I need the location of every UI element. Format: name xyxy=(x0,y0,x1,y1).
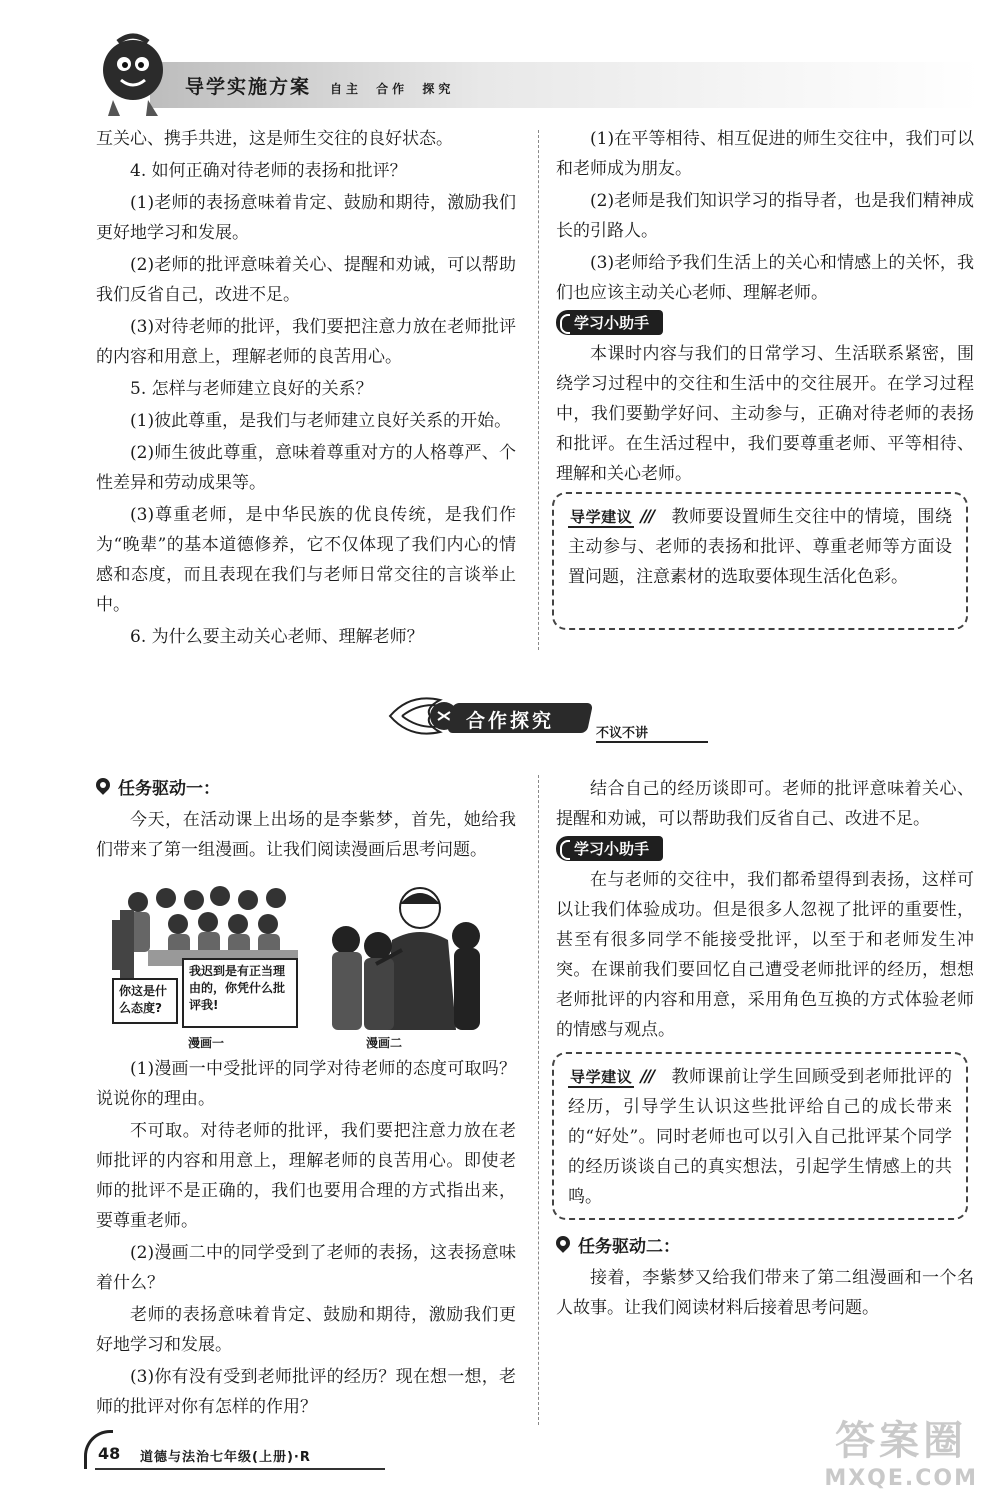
paragraph: (1)彼此尊重，是我们与老师建立良好关系的开始。 xyxy=(130,411,512,431)
question-heading: 4. 如何正确对待老师的表扬和批评？ xyxy=(130,161,407,181)
guide-suggestion-box xyxy=(552,1052,968,1220)
task-text: 接着，李紫梦又给我们带来了第二组漫画和一个名人故事。让我们阅读材料后接着思考问题。 xyxy=(556,1268,974,1318)
paragraph: (2)老师的批评意味着关心、提醒和劝诫，可以帮助我们反省自己，改进不足。 xyxy=(96,255,516,305)
paragraph: (3)对待老师的批评，我们要把注意力放在老师批评的内容和用意上，理解老师的良苦用心。 xyxy=(96,317,516,367)
answer: 老师的表扬意味着肯定、鼓励和期待，激励我们更好地学习和发展。 xyxy=(96,1305,516,1355)
comic-illustration xyxy=(108,880,498,1055)
bottom-left-column-continued xyxy=(96,1054,516,1424)
paragraph: (1)老师的表扬意味着肯定、鼓励和期待，激励我们更好地学习和发展。 xyxy=(96,193,516,243)
paragraph: (2)老师是我们知识学习的指导者，也是我们精神成长的引路人。 xyxy=(556,191,974,241)
top-left-column xyxy=(96,124,516,654)
answer: 不可取。对待老师的批评，我们要把注意力放在老师批评的内容和用意上，理解老师的良苦用心。即使老师的批评不是正确的，我们也要用合理的方式指出来，要尊重老师。 xyxy=(96,1121,516,1231)
comic-caption-two: 漫画二 xyxy=(366,1036,403,1050)
question-heading: 6. 为什么要主动关心老师、理解老师？ xyxy=(130,627,424,647)
column-divider xyxy=(538,130,540,650)
comic-scene-two-image xyxy=(316,880,496,1030)
answer: 结合自己的经历谈即可。老师的批评意味着关心、提醒和劝诫，可以帮助我们反省自己、改进不足。 xyxy=(556,779,974,829)
guide-text: 教师课前让学生回顾受到老师批评的经历，引导学生认识这些批评给自己的成长带来的“好处”。同时老师也可以引入自己批评某个同学的经历谈谈自己的真实想法，引起学生情感上的共鸣。 xyxy=(568,1067,952,1207)
comic-caption-one: 漫画一 xyxy=(188,1036,225,1050)
mascot-logo-icon xyxy=(88,30,178,120)
task-title-two: 任务驱动二： xyxy=(578,1237,680,1257)
slash-decoration-icon: /// xyxy=(640,507,653,527)
paragraph: (1)在平等相待、相互促进的师生交往中，我们可以和老师成为朋友。 xyxy=(556,129,974,179)
location-pin-icon xyxy=(556,1236,570,1254)
guide-label: 导学建议 xyxy=(570,508,633,526)
section-banner-subtitle: 不议不讲 xyxy=(596,722,708,743)
question: (2)漫画二中的同学受到了老师的表扬，这表扬意味着什么？ xyxy=(96,1243,516,1293)
watermark xyxy=(824,1409,978,1491)
paragraph: 互关心、携手共进，这是师生交往的良好状态。 xyxy=(96,129,453,149)
book-title: 道德与法治七年级(上册)·R xyxy=(140,1450,311,1465)
task-two-section xyxy=(556,1232,974,1325)
footer-rule xyxy=(95,1468,385,1470)
paragraph: (3)尊重老师，是中华民族的优良传统，是我们作为“晚辈”的基本道德修养，它不仅体现了我们内心的情感和态度，而且表现在我们与老师日常交往的言谈举止中。 xyxy=(96,505,516,615)
comic-speech-bubble: 我迟到是有正当理由的，你凭什么批评我! xyxy=(182,958,298,1028)
guide-suggestion-box xyxy=(552,492,968,630)
top-right-column xyxy=(556,124,974,491)
comic-speech-bubble: 你这是什么态度? xyxy=(112,978,178,1024)
page-number: 48 xyxy=(98,1444,121,1463)
study-helper-tag: 学习小助手 xyxy=(556,836,663,861)
study-helper-text: 本课时内容与我们的日常学习、生活联系紧密，围绕学习过程中的交往和生活中的交往展开。在学习过程中，我们要勤学好问、主动参与，正确对待老师的表扬和批评。在生活过程中，我们要尊重老师、平等相待、理解和关心老师。 xyxy=(556,344,974,484)
task-intro: 今天，在活动课上出场的是李紫梦，首先，她给我们带来了第一组漫画。让我们阅读漫画后思考问题。 xyxy=(96,810,516,860)
paragraph: (2)师生彼此尊重，意味着尊重对方的人格尊严、个性差异和劳动成果等。 xyxy=(96,443,516,493)
header-subtitle: 自主 合作 探究 xyxy=(330,82,455,96)
question-heading: 5. 怎样与老师建立良好的关系？ xyxy=(130,379,373,399)
column-divider xyxy=(538,775,540,1425)
watermark-logo-text: 答案圈 xyxy=(835,1418,968,1464)
section-banner-title: 合作探究 xyxy=(466,710,555,732)
task-title-one: 任务驱动一： xyxy=(118,779,220,799)
guide-label: 导学建议 xyxy=(570,1068,633,1086)
study-helper-text: 在与老师的交往中，我们都希望得到表扬，这样可以让我们体验成功。但是很多人忽视了批评的重要性，甚至有很多同学不能接受批评，以至于和老师发生冲突。在课前我们要回忆自己遭受老师批评的经历，想想老师批评的内容和用意，采用角色互换的方式体验老师的情感与观点。 xyxy=(556,870,974,1040)
question: (1)漫画一中受批评的同学对待老师的态度可取吗？说说你的理由。 xyxy=(96,1059,516,1109)
location-pin-icon xyxy=(96,778,110,796)
paragraph: (3)老师给予我们生活上的关心和情感上的关怀，我们也应该主动关心老师、理解老师。 xyxy=(556,253,974,303)
bottom-right-column xyxy=(556,774,974,1047)
question: (3)你有没有受到老师批评的经历？现在想一想，老师的批评对你有怎样的作用？ xyxy=(96,1367,516,1417)
watermark-domain: MXQE.COM xyxy=(824,1466,978,1491)
bottom-left-column xyxy=(96,774,516,867)
header-title: 导学实施方案 xyxy=(185,76,312,98)
study-helper-tag: 学习小助手 xyxy=(556,310,663,335)
slash-decoration-icon: /// xyxy=(640,1067,653,1087)
guide-text: 教师要设置师生交往中的情境，围绕主动参与、老师的表扬和批评、尊重老师等方面设置问题，注意素材的选取要体现生活化色彩。 xyxy=(568,507,952,587)
